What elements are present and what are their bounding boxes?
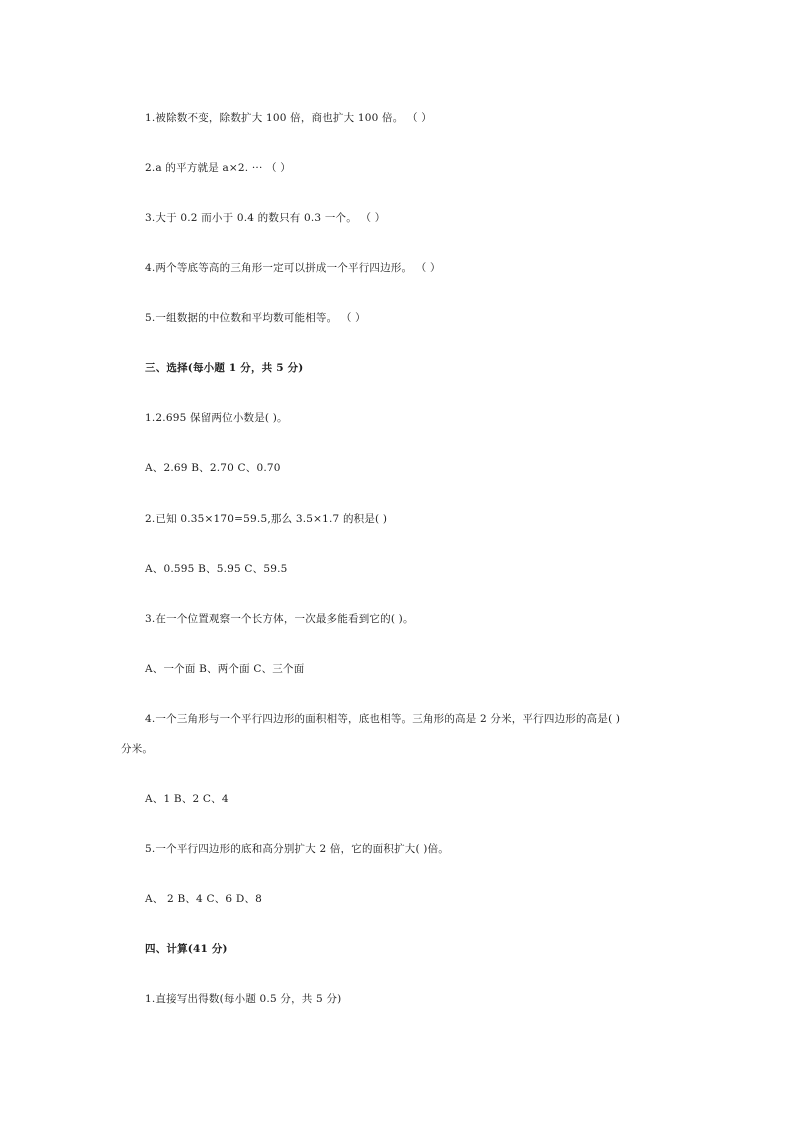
judgment-item-4: 4.两个等底等高的三角形一定可以拼成一个平行四边形。 （ ）	[145, 262, 441, 274]
choice-question-3: 3.在一个位置观察一个长方体，一次最多能看到它的( )。	[145, 613, 414, 625]
choice-question-2: 2.已知 0.35×170=59.5,那么 3.5×1.7 的积是( )	[145, 513, 388, 525]
calculation-question-1: 1.直接写出得数(每小题 0.5 分，共 5 分)	[145, 993, 342, 1005]
choice-options-4: A、1 B、2 C、4	[145, 793, 229, 805]
choice-question-5: 5.一个平行四边形的底和高分别扩大 2 倍，它的面积扩大( )倍。	[145, 843, 450, 855]
choice-question-4: 4.一个三角形与一个平行四边形的面积相等，底也相等。三角形的高是 2 分米，平行四边形的高是( )	[145, 713, 621, 725]
judgment-item-5: 5.一组数据的中位数和平均数可能相等。 （ ）	[145, 312, 366, 324]
judgment-item-2: 2.a 的平方就是 a×2. ··· （ ）	[145, 162, 291, 174]
choice-options-3: A、一个面 B、两个面 C、三个面	[145, 663, 305, 675]
choice-options-5: A、 2 B、4 C、6 D、8	[145, 893, 263, 905]
choice-options-1: A、2.69 B、2.70 C、0.70	[145, 462, 281, 474]
judgment-item-3: 3.大于 0.2 而小于 0.4 的数只有 0.3 一个。 （ ）	[145, 212, 386, 224]
choice-question-4-continuation: 分米。	[121, 743, 154, 755]
judgment-item-1: 1.被除数不变，除数扩大 100 倍，商也扩大 100 倍。 （ ）	[145, 112, 432, 124]
section-heading-choice: 三、选择(每小题 1 分，共 5 分)	[145, 362, 304, 374]
section-heading-calculation: 四、计算(41 分)	[145, 943, 228, 955]
choice-question-1: 1.2.695 保留两位小数是( )。	[145, 412, 288, 424]
choice-options-2: A、0.595 B、5.95 C、59.5	[145, 563, 288, 575]
